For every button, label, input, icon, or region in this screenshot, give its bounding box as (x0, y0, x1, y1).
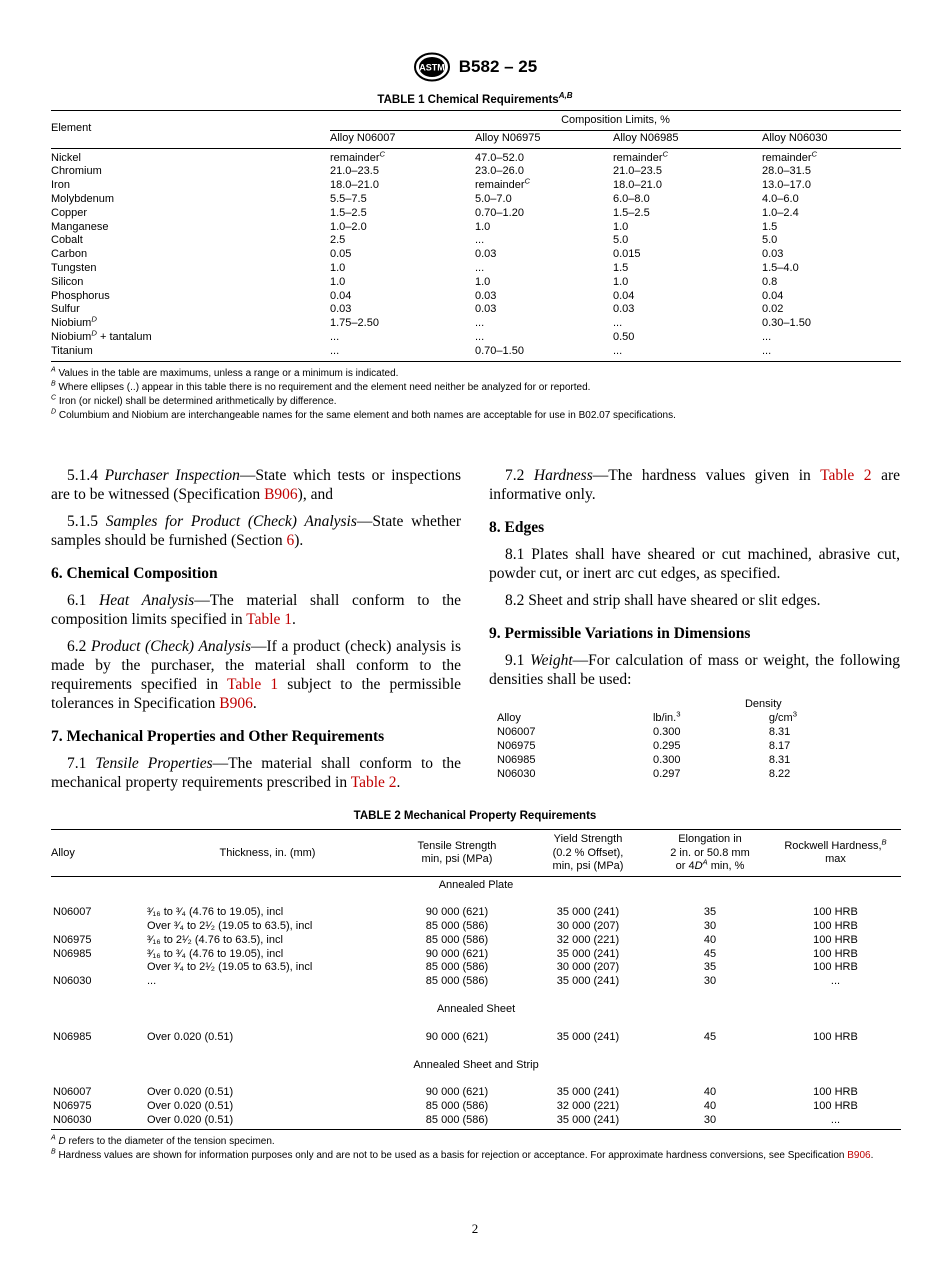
density-row (497, 753, 797, 767)
section-6-heading: 6. Chemical Composition (51, 565, 218, 582)
hardness-cell: 100 HRB (813, 1030, 858, 1043)
para-8-2: 8.2 Sheet and strip shall have sheared or slit edges. (505, 592, 821, 609)
composition-value: 1.0 (613, 220, 629, 233)
table-row (51, 179, 901, 193)
section-8-heading: 8. Edges (489, 519, 545, 536)
thickness-cell: Over 0.020 (0.51) (147, 1114, 388, 1129)
composition-value: 0.70–1.50 (475, 345, 613, 361)
table-row (51, 906, 901, 920)
composition-value: 1.75–2.50 (330, 317, 379, 330)
page-header (0, 52, 950, 82)
table1-footnote: $^D$ Columbium and Niobium are interchangeable names for the same element and both names are acceptable for use in B02.07 specifications. (51, 408, 676, 421)
para-6-2: 6.2 Product (Check) Analysis—If a product (check) analysis is made by the purchaser, the material shall conform to the requirements specified in Table 1 subject to the permissible tolerances in Specification B906. (51, 638, 462, 712)
table1-footnote: $^C$ Iron (or nickel) shall be determined arithmetically by difference. (51, 394, 337, 407)
table-row (51, 1114, 901, 1129)
elongation-cell: 30 (650, 1114, 770, 1129)
density-g: 8.22 (768, 768, 791, 780)
thickness-cell: ... (147, 975, 157, 988)
table-row (51, 1086, 901, 1100)
section-7-heading: 7. Mechanical Properties and Other Requirements (51, 728, 385, 745)
table-row (51, 920, 901, 934)
table-row (51, 303, 901, 317)
element-name: Tungsten (51, 261, 97, 274)
table-row (51, 193, 901, 207)
composition-value: 1.5 (762, 220, 778, 233)
element-name: Niobium$^D$ + tantalum (51, 328, 152, 343)
density-lb: 0.300 (652, 726, 681, 738)
composition-value: ... (330, 345, 475, 361)
element-name: Copper (51, 206, 88, 219)
composition-value: 0.03 (762, 248, 784, 261)
table2-spacer (51, 989, 901, 1001)
composition-value: 1.0 (330, 261, 346, 274)
yield-cell: 35 000 (241) (556, 947, 620, 960)
table2-header-rockwell: Rockwell Hardness,$^B$ max (770, 830, 901, 877)
table-row (51, 961, 901, 975)
hardness-cell: 100 HRB (813, 1086, 858, 1099)
hardness-cell: 100 HRB (813, 920, 858, 933)
composition-value: 47.0–52.0 (475, 151, 524, 164)
thickness-cell: ³⁄₁₆ to ³⁄₄ (4.76 to 19.05), incl (147, 947, 284, 960)
composition-value: 1.5–2.5 (613, 206, 650, 219)
element-name: Cobalt (51, 234, 83, 247)
yield-cell: 30 000 (207) (556, 920, 620, 933)
table1-title: TABLE 1 Chemical Requirements$^{A,B}$ (377, 91, 573, 106)
para-5-1-5: 5.1.5 Samples for Product (Check) Analysis—State whether samples should be furnished (Section 6). (51, 513, 461, 549)
composition-value: ... (613, 317, 623, 330)
composition-value: 0.50 (613, 330, 635, 343)
link-section-6[interactable]: 6 (286, 532, 295, 549)
element-name: Iron (51, 179, 70, 192)
thickness-cell: Over 0.020 (0.51) (147, 1030, 234, 1043)
table1-header-alloy: Alloy N06985 (613, 130, 762, 148)
table-row (51, 1031, 901, 1045)
composition-value: 13.0–17.0 (762, 179, 811, 192)
alloy-cell: N06975 (53, 1100, 92, 1113)
elongation-cell: 30 (703, 920, 717, 933)
composition-value: 5.0 (762, 234, 778, 247)
table2-header-yield: Yield Strength (0.2 % Offset), min, psi (MPa) (526, 830, 650, 877)
composition-value: ... (475, 317, 485, 330)
table-row (51, 290, 901, 304)
composition-value: 21.0–23.5 (330, 165, 379, 178)
astm-logo-icon (413, 52, 451, 82)
composition-value: 0.8 (762, 275, 778, 288)
table-row (51, 234, 901, 248)
composition-value: remainder$^C$ (475, 176, 531, 192)
composition-value: remainder$^C$ (330, 148, 386, 164)
composition-value: 0.04 (762, 289, 784, 302)
composition-value: 2.5 (330, 234, 346, 247)
composition-value: 4.0–6.0 (762, 192, 799, 205)
composition-value: 0.04 (613, 289, 635, 302)
alloy-cell: N06007 (53, 906, 92, 919)
table1-header-composition: Composition Limits, % (330, 111, 901, 131)
density-alloy: N06007 (497, 726, 536, 738)
element-name: Sulfur (51, 303, 80, 316)
alloy-cell: N06975 (53, 933, 92, 946)
link-b906[interactable]: B906 (264, 486, 298, 503)
composition-value: 0.02 (762, 303, 784, 316)
density-row (497, 725, 797, 739)
density-lb: 0.295 (652, 740, 681, 752)
density-g: 8.17 (768, 740, 791, 752)
composition-value: ... (475, 330, 485, 343)
composition-value: ... (475, 234, 485, 247)
composition-value: 6.0–8.0 (613, 192, 650, 205)
link-table-2[interactable]: Table 2 (350, 774, 397, 791)
table-row (51, 207, 901, 221)
table2-header-alloy: Alloy (51, 830, 147, 877)
yield-cell: 35 000 (241) (556, 1030, 620, 1043)
composition-value: 0.03 (475, 303, 497, 316)
para-8-1: 8.1 Plates shall have sheared or cut machined, abrasive cut, powder cut, or inert arc cut edges, as specified. (489, 546, 900, 582)
para-7-1: 7.1 Tensile Properties—The material shall conform to the mechanical property requirements prescribed in Table 2. (51, 755, 462, 791)
table-row (51, 975, 901, 989)
hardness-cell: 100 HRB (813, 906, 858, 919)
para-7-2: 7.2 Hardness—The hardness values given in Table 2 are informative only. (489, 467, 900, 503)
density-row (497, 739, 797, 753)
link-table-2[interactable]: Table 2 (820, 467, 872, 484)
table1-header-element: Element (51, 111, 330, 149)
composition-value: 0.70–1.20 (475, 206, 524, 219)
composition-value: 5.0–7.0 (475, 192, 512, 205)
thickness-cell: ³⁄₁₆ to 2¹⁄₂ (4.76 to 63.5), incl (147, 933, 283, 946)
tensile-cell: 85 000 (586) (425, 1100, 489, 1113)
alloy-cell: N06030 (51, 1114, 147, 1129)
table2-header-elongation: Elongation in 2 in. or 50.8 mm or $4D^A$ min, % (650, 830, 770, 877)
alloy-cell: N06007 (53, 1086, 92, 1099)
composition-value: 28.0–31.5 (762, 165, 811, 178)
table-row (51, 165, 901, 179)
table-row (51, 262, 901, 276)
composition-value: 0.30–1.50 (762, 317, 811, 330)
table2-section-title: Annealed Plate (438, 878, 514, 891)
thickness-cell: Over 0.020 (0.51) (147, 1086, 234, 1099)
density-lb: 0.297 (652, 768, 681, 780)
composition-value: ... (475, 261, 485, 274)
table1-footnotes (51, 367, 901, 423)
alloy-cell (51, 961, 147, 975)
table1-footnote: $^A$ Values in the table are maximums, unless a range or a minimum is indicated. (51, 366, 399, 379)
tensile-cell: 85 000 (586) (425, 933, 489, 946)
density-header-g: $g/cm^3$ (768, 709, 797, 724)
table-row (51, 1100, 901, 1114)
text-column-right (489, 466, 900, 781)
elongation-cell: 40 (703, 1100, 717, 1113)
yield-cell: 35 000 (241) (556, 906, 620, 919)
table2-header-tensile: Tensile Strength min, psi (MPa) (388, 830, 526, 877)
table-row (51, 948, 901, 962)
thickness-cell: Over ³⁄₄ to 2¹⁄₂ (19.05 to 63.5), incl (147, 920, 313, 933)
table2-footnote-a: $^A$ D refers to the diameter of the tension specimen. (51, 1134, 275, 1147)
density-lb: 0.300 (652, 754, 681, 766)
density-header-alloy: Alloy (497, 712, 521, 724)
table2-mechanical-property-requirements (51, 829, 901, 1130)
table-row (51, 221, 901, 235)
composition-value: 0.04 (330, 289, 352, 302)
link-b906[interactable]: B906 (219, 695, 253, 712)
hardness-cell: ... (830, 975, 841, 988)
composition-value: 1.0–2.0 (330, 220, 367, 233)
composition-value: 0.03 (613, 303, 635, 316)
element-name: Phosphorus (51, 289, 110, 302)
element-name: Silicon (51, 275, 84, 288)
table1-footnote: $^B$ Where ellipses (..) appear in this table there is no requirement and the element need neither be analyzed for or reported. (51, 380, 591, 393)
para-9-1: 9.1 Weight—For calculation of mass or weight, the following densities shall be used: (489, 652, 901, 688)
table-row (51, 345, 901, 361)
tensile-cell: 85 000 (586) (425, 975, 489, 988)
composition-value: 18.0–21.0 (330, 179, 379, 192)
tensile-cell: 85 000 (586) (388, 1114, 526, 1129)
composition-value: 1.0 (613, 275, 629, 288)
elongation-cell: 35 (703, 906, 717, 919)
composition-value: 0.05 (330, 248, 352, 261)
table-row (51, 148, 901, 165)
composition-value: 18.0–21.0 (613, 179, 662, 192)
element-name: Manganese (51, 220, 109, 233)
table2-section-row (51, 1057, 901, 1087)
alloy-cell (51, 920, 147, 934)
text-column-left (51, 466, 461, 800)
density-table (497, 697, 797, 781)
density-row (497, 767, 797, 781)
composition-value: 23.0–26.0 (475, 165, 524, 178)
composition-value: 1.5 (613, 261, 629, 274)
yield-cell: 30 000 (207) (556, 961, 620, 974)
table1-header-alloy: Alloy N06007 (330, 130, 475, 148)
link-b906[interactable]: B906 (847, 1150, 871, 1161)
yield-cell: 35 000 (241) (556, 1086, 620, 1099)
table1-chemical-requirements (51, 110, 901, 362)
tensile-cell: 90 000 (621) (425, 1086, 489, 1099)
para-5-1-4: 5.1.4 Purchaser Inspection—State which tests or inspections are to be witnessed (Specification B906), and (51, 467, 461, 503)
table1-header-alloy: Alloy N06030 (762, 130, 901, 148)
elongation-cell: 45 (703, 947, 717, 960)
tensile-cell: 90 000 (621) (425, 906, 489, 919)
composition-value: 1.5–4.0 (762, 261, 799, 274)
yield-cell: 32 000 (221) (556, 933, 620, 946)
table-row (51, 317, 901, 331)
density-group-header: Density (744, 698, 782, 710)
composition-value: 5.5–7.5 (330, 192, 367, 205)
para-6-1: 6.1 Heat Analysis—The material shall conform to the composition limits specified in Table 1. (51, 592, 462, 628)
document-designation: B582 – 25 (458, 57, 538, 76)
table2-section-row (51, 1001, 901, 1031)
alloy-cell: N06985 (53, 1030, 92, 1043)
table-row (51, 276, 901, 290)
elongation-cell: 45 (703, 1030, 717, 1043)
table-row (51, 248, 901, 262)
composition-value: 0.015 (613, 248, 641, 261)
thickness-cell: ³⁄₁₆ to ³⁄₄ (4.76 to 19.05), incl (147, 906, 284, 919)
link-table-1[interactable]: Table 1 (246, 611, 293, 628)
composition-value: 1.0 (475, 220, 491, 233)
composition-value: 1.0–2.4 (762, 206, 799, 219)
density-alloy: N06030 (497, 768, 536, 780)
composition-value: remainder$^C$ (613, 148, 669, 164)
composition-value: ... (762, 345, 901, 361)
density-alloy: N06985 (497, 754, 536, 766)
elongation-cell: 30 (703, 975, 717, 988)
table2-footnotes (51, 1135, 901, 1163)
table2-section-row (51, 876, 901, 906)
table2-footnote-b: $^B$ Hardness values are shown for information purposes only and are not to be used as a basis for rejection or acceptance. For approximate hardness conversions, see Specification B906. (51, 1148, 874, 1161)
table1-header-alloy: Alloy N06975 (475, 130, 613, 148)
thickness-cell: Over ³⁄₄ to 2¹⁄₂ (19.05 to 63.5), incl (147, 961, 313, 974)
elongation-cell: 35 (703, 961, 717, 974)
alloy-cell: N06985 (53, 947, 92, 960)
composition-value: 1.0 (475, 275, 491, 288)
element-name: Titanium (51, 345, 330, 361)
table2-section-title: Annealed Sheet (436, 1003, 516, 1016)
table2-section-title: Annealed Sheet and Strip (413, 1058, 539, 1071)
table2-title: TABLE 2 Mechanical Property Requirements (353, 810, 597, 822)
density-alloy: N06975 (497, 740, 536, 752)
composition-value: ... (330, 330, 340, 343)
hardness-cell: ... (770, 1114, 901, 1129)
tensile-cell: 90 000 (621) (425, 1030, 489, 1043)
composition-value: 0.03 (475, 248, 497, 261)
table-row (51, 934, 901, 948)
thickness-cell: Over 0.020 (0.51) (147, 1100, 234, 1113)
element-name: Carbon (51, 248, 88, 261)
composition-value: 0.03 (330, 303, 352, 316)
svg-text:ASTM: ASTM (419, 62, 445, 73)
hardness-cell: 100 HRB (813, 961, 858, 974)
hardness-cell: 100 HRB (813, 933, 858, 946)
elongation-cell: 40 (703, 933, 717, 946)
density-g: 8.31 (768, 754, 791, 766)
composition-value: 5.0 (613, 234, 629, 247)
element-name: Niobium$^D$ (51, 314, 97, 330)
link-table-1[interactable]: Table 1 (227, 676, 279, 693)
density-g: 8.31 (768, 726, 791, 738)
alloy-cell: N06030 (53, 975, 92, 988)
table-row (51, 331, 901, 345)
composition-value: remainder$^C$ (762, 148, 818, 164)
table2-spacer (51, 1045, 901, 1057)
table2-header-thickness: Thickness, in. (mm) (147, 830, 388, 877)
composition-value: 0.03 (475, 289, 497, 302)
element-name: Molybdenum (51, 192, 114, 205)
composition-value: 21.0–23.5 (613, 165, 662, 178)
tensile-cell: 85 000 (586) (425, 920, 489, 933)
yield-cell: 32 000 (221) (556, 1100, 620, 1113)
tensile-cell: 90 000 (621) (425, 947, 489, 960)
composition-value: 1.5–2.5 (330, 206, 367, 219)
composition-value: ... (613, 345, 762, 361)
composition-value: 1.0 (330, 275, 346, 288)
yield-cell: 35 000 (241) (526, 1114, 650, 1129)
hardness-cell: 100 HRB (813, 947, 858, 960)
hardness-cell: 100 HRB (813, 1100, 858, 1113)
page-number: 2 (471, 1221, 479, 1236)
tensile-cell: 85 000 (586) (425, 961, 489, 974)
element-name: Nickel (51, 151, 81, 164)
element-name: Chromium (51, 165, 102, 178)
elongation-cell: 40 (703, 1086, 717, 1099)
yield-cell: 35 000 (241) (556, 975, 620, 988)
section-9-heading: 9. Permissible Variations in Dimensions (489, 625, 751, 642)
density-header-lb: lb/in.$^3$ (652, 709, 681, 724)
composition-value: ... (762, 330, 772, 343)
